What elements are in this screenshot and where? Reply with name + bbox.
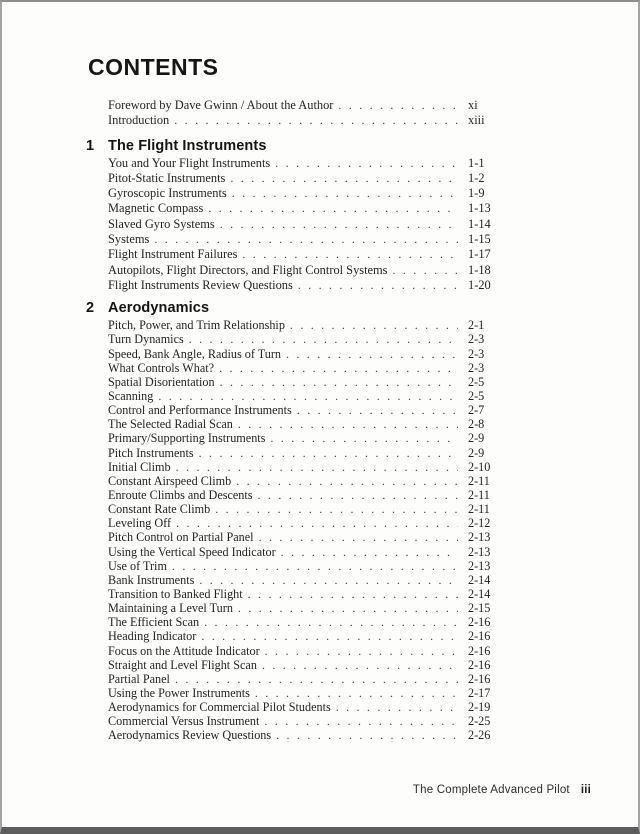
dot-leader — [286, 347, 458, 362]
chapter-entries — [86, 318, 502, 742]
dot-leader — [174, 113, 458, 128]
footer-book-title: The Complete Advanced Pilot — [412, 784, 570, 796]
toc-row — [108, 217, 502, 232]
dot-leader — [255, 686, 458, 701]
dot-leader — [215, 502, 458, 517]
toc-row — [108, 201, 502, 216]
dot-leader — [201, 629, 458, 644]
chapter-1 — [86, 136, 502, 294]
toc-page-number: 2-19 — [468, 700, 491, 715]
toc-entry-title: What Controls What? — [108, 360, 215, 375]
dot-leader — [262, 658, 458, 673]
toc-entry-title: Systems — [108, 232, 150, 247]
chapter-heading — [86, 136, 502, 156]
toc-row — [108, 714, 502, 728]
toc-page-number: 2-14 — [468, 586, 491, 601]
dot-leader — [265, 644, 458, 659]
dot-leader — [238, 417, 458, 432]
toc-page-number: 2-15 — [468, 601, 491, 616]
toc-page-number: 1-17 — [468, 247, 491, 262]
toc-entry-title: The Efficient Scan — [108, 615, 200, 630]
dot-leader — [264, 714, 458, 729]
toc-row — [108, 232, 502, 247]
toc-entry-title: Maintaining a Level Turn — [108, 601, 233, 616]
dot-leader — [220, 217, 458, 232]
toc-entry-title: Pitot-Static Instruments — [108, 170, 226, 185]
toc-page-number: 2-25 — [468, 714, 491, 729]
toc-row — [108, 700, 502, 714]
chapter-entries — [86, 156, 502, 294]
toc-entry-title: Slaved Gyro Systems — [108, 216, 215, 231]
toc-entry-title: Primary/Supporting Instruments — [108, 431, 266, 446]
toc-page-number: 2-13 — [468, 558, 491, 573]
toc-page-number: 2-14 — [468, 572, 491, 587]
toc-entry-title: Use of Trim — [108, 558, 167, 573]
toc-page-number: 2-9 — [468, 431, 485, 446]
dot-leader — [230, 171, 458, 186]
dot-leader — [297, 403, 458, 418]
toc-page-number: 2-12 — [468, 516, 491, 531]
toc-row — [108, 375, 502, 389]
chapter-title: Aerodynamics — [108, 300, 210, 317]
toc-page-number: 1-18 — [468, 262, 491, 277]
toc-row — [108, 488, 502, 502]
toc-page-number: 2-9 — [468, 445, 485, 460]
dot-leader — [172, 559, 458, 574]
toc-page-number: 2-13 — [468, 544, 491, 559]
toc-row — [108, 587, 502, 601]
table-of-contents — [86, 98, 502, 742]
toc-entry-title: Aerodynamics Review Questions — [108, 728, 272, 743]
toc-page-number: 1-20 — [468, 277, 491, 292]
toc-page-number: 2-10 — [468, 459, 491, 474]
toc-entry-title: Pitch Instruments — [108, 445, 194, 460]
toc-entry-title: Focus on the Attitude Indicator — [108, 643, 260, 658]
toc-entry-title: Turn Dynamics — [108, 332, 184, 347]
dot-leader — [248, 587, 458, 602]
toc-page-number: 1-9 — [468, 186, 485, 201]
toc-page-number: 2-7 — [468, 403, 485, 418]
toc-row — [108, 361, 502, 375]
toc-page-number: 2-13 — [468, 530, 491, 545]
toc-row — [108, 403, 502, 417]
toc-page-number: xiii — [468, 113, 485, 128]
dot-leader — [232, 186, 458, 201]
toc-row — [108, 113, 502, 128]
dot-leader — [336, 700, 458, 715]
toc-row — [108, 156, 502, 171]
dot-leader — [219, 361, 458, 376]
toc-entry-title: Flight Instruments Review Questions — [108, 277, 293, 292]
toc-entry-title: Pitch Control on Partial Panel — [108, 530, 254, 545]
dot-leader — [270, 431, 458, 446]
toc-row — [108, 347, 502, 361]
toc-row — [108, 573, 502, 587]
dot-leader — [189, 332, 458, 347]
dot-leader — [199, 446, 458, 461]
dot-leader — [204, 615, 458, 630]
toc-row — [108, 644, 502, 658]
toc-row — [108, 516, 502, 530]
toc-row — [108, 474, 502, 488]
dot-leader — [275, 156, 458, 171]
toc-row — [108, 417, 502, 431]
toc-page-number: 2-3 — [468, 346, 485, 361]
toc-entry-title: Aerodynamics for Commercial Pilot Students — [108, 700, 331, 715]
dot-leader — [338, 98, 458, 113]
dot-leader — [258, 488, 458, 503]
dot-leader — [158, 389, 458, 404]
toc-page-number: 2-26 — [468, 728, 491, 743]
chapter-title: The Flight Instruments — [108, 137, 267, 154]
dot-leader — [276, 728, 458, 743]
toc-page-number: 2-16 — [468, 643, 491, 658]
dot-leader — [238, 601, 458, 616]
toc-row — [108, 615, 502, 629]
toc-row — [108, 728, 502, 742]
toc-entry-title: Autopilots, Flight Directors, and Flight Control Systems — [108, 262, 388, 277]
toc-row — [108, 431, 502, 445]
chapter-number: 1 — [86, 137, 95, 154]
toc-entry-title: Enroute Climbs and Descents — [108, 487, 253, 502]
toc-page-number: 2-5 — [468, 374, 485, 389]
toc-entry-title: Constant Airspeed Climb — [108, 473, 232, 488]
toc-entry-title: The Selected Radial Scan — [108, 417, 233, 432]
toc-entry-title: Foreword by Dave Gwinn / About the Author — [108, 98, 334, 112]
dot-leader — [154, 232, 458, 247]
toc-row — [108, 502, 502, 516]
chapter-2 — [86, 298, 502, 742]
toc-entry-title: Transition to Banked Flight — [108, 586, 243, 601]
dot-leader — [220, 375, 458, 390]
toc-entry-title: Bank Instruments — [108, 572, 195, 587]
toc-row — [108, 389, 502, 403]
toc-row — [108, 460, 502, 474]
toc-page-number: 2-3 — [468, 360, 485, 375]
toc-row — [108, 171, 502, 186]
toc-entry-title: Initial Climb — [108, 459, 171, 474]
toc-page-number: 2-11 — [468, 502, 490, 517]
dot-leader — [393, 263, 459, 278]
dot-leader — [281, 545, 458, 560]
toc-entry-title: Control and Performance Instruments — [108, 403, 292, 418]
toc-entry-title: Flight Instrument Failures — [108, 247, 238, 262]
toc-entry-title: You and Your Flight Instruments — [108, 155, 271, 170]
toc-row — [108, 263, 502, 278]
toc-row — [108, 186, 502, 201]
page-footer — [413, 784, 591, 796]
toc-page-number: 2-16 — [468, 671, 491, 686]
toc-page-number: xi — [468, 98, 478, 112]
toc-page-number: 2-17 — [468, 685, 491, 700]
toc-page-number: 1-13 — [468, 201, 491, 216]
toc-page-number: 2-16 — [468, 615, 491, 630]
toc-entry-title: Speed, Bank Angle, Radius of Turn — [108, 346, 281, 361]
toc-entry-title: Heading Indicator — [108, 629, 197, 644]
dot-leader — [236, 474, 458, 489]
toc-row — [108, 545, 502, 559]
toc-row — [108, 672, 502, 686]
toc-page-number: 2-11 — [468, 487, 490, 502]
toc-page-number: 1-2 — [468, 170, 485, 185]
toc-page-number: 2-8 — [468, 417, 485, 432]
dot-leader — [176, 516, 458, 531]
toc-entry-title: Constant Rate Climb — [108, 502, 211, 517]
toc-row — [108, 98, 502, 113]
dot-leader — [290, 318, 458, 333]
toc-entry-title: Commercial Versus Instrument — [108, 714, 260, 729]
toc-page-number: 1-1 — [468, 155, 485, 170]
toc-entry-title: Introduction — [108, 113, 170, 128]
toc-row — [108, 530, 502, 544]
toc-page-number: 2-1 — [468, 318, 485, 333]
toc-page-number: 2-11 — [468, 473, 490, 488]
toc-page-number: 2-16 — [468, 629, 491, 644]
toc-entry-title: Using the Vertical Speed Indicator — [108, 544, 276, 559]
front-matter-list — [86, 98, 502, 129]
toc-row — [108, 247, 502, 262]
toc-page-number: 2-16 — [468, 657, 491, 672]
chapter-heading — [86, 298, 502, 318]
toc-entry-title: Using the Power Instruments — [108, 685, 250, 700]
toc-row — [108, 686, 502, 700]
toc-entry-title: Gyroscopic Instruments — [108, 186, 227, 201]
page-title: CONTENTS — [88, 54, 219, 80]
footer-page-number: iii — [580, 784, 591, 796]
toc-row — [108, 601, 502, 615]
dot-leader — [298, 278, 458, 293]
toc-page-number: 2-5 — [468, 388, 485, 403]
toc-entry-title: Scanning — [108, 388, 154, 403]
toc-row — [108, 446, 502, 460]
toc-page-number: 2-3 — [468, 332, 485, 347]
toc-entry-title: Pitch, Power, and Trim Relationship — [108, 318, 285, 333]
dot-leader — [259, 530, 458, 545]
toc-entry-title: Magnetic Compass — [108, 201, 204, 216]
toc-page-number: 1-14 — [468, 216, 491, 231]
chapter-number: 2 — [86, 300, 95, 317]
dot-leader — [242, 247, 458, 262]
toc-row — [108, 629, 502, 643]
toc-row — [108, 559, 502, 573]
toc-row — [108, 658, 502, 672]
toc-entry-title: Leveling Off — [108, 516, 172, 531]
dot-leader — [175, 672, 458, 687]
toc-row — [108, 332, 502, 346]
toc-entry-title: Partial Panel — [108, 671, 170, 686]
dot-leader — [176, 460, 458, 475]
toc-entry-title: Straight and Level Flight Scan — [108, 657, 257, 672]
dot-leader — [208, 201, 458, 216]
toc-row — [108, 278, 502, 293]
toc-entry-title: Spatial Disorientation — [108, 374, 215, 389]
toc-row — [108, 318, 502, 332]
toc-page-number: 1-15 — [468, 232, 491, 247]
dot-leader — [199, 573, 458, 588]
